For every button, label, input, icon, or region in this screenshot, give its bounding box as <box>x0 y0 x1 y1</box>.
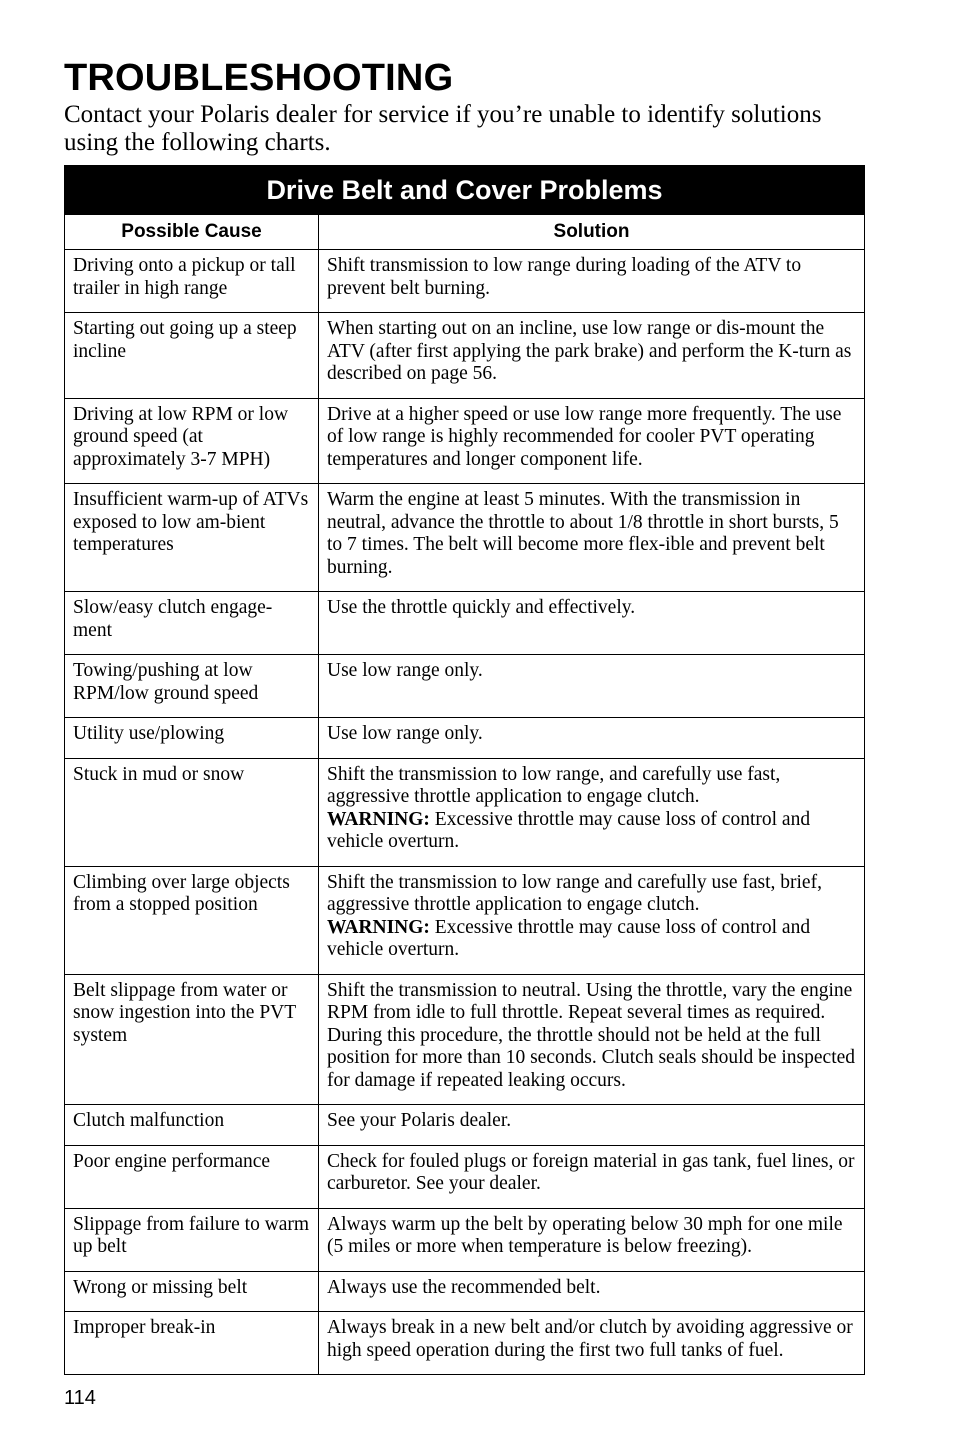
intro-paragraph: Contact your Polaris dealer for service if you’re unable to identify solutions using the following charts. <box>64 101 822 156</box>
solution-cell: Warm the engine at least 5 minutes. With the transmission in neutral, advance the throttle to about 1/8 throttle in short bursts, 5 to 7 times. The belt will become more flex-ible and prevent belt burning. <box>319 484 865 592</box>
solution-text: Shift the transmission to low range, and carefully use fast, aggressive throttle application to engage clutch. <box>327 763 781 807</box>
warning-label: WARNING: <box>327 916 430 938</box>
table-row <box>65 974 865 1105</box>
table-row <box>65 592 865 655</box>
column-header-cause: Possible Cause <box>65 215 319 250</box>
cause-cell: Slippage from failure to warm up belt <box>65 1208 319 1271</box>
cause-cell: Towing/pushing at low RPM/low ground speed <box>65 655 319 718</box>
cause-cell: Utility use/plowing <box>65 718 319 759</box>
page-number: 114 <box>64 1387 96 1409</box>
table-row <box>65 718 865 759</box>
table-row <box>65 1105 865 1146</box>
troubleshooting-table-container <box>64 165 864 1375</box>
page-title: TROUBLESHOOTING <box>64 57 454 99</box>
solution-cell <box>319 866 865 974</box>
solution-text: Shift the transmission to low range and carefully use fast, brief, aggressive throttle application to engage clutch. <box>327 871 822 915</box>
table-row <box>65 398 865 484</box>
solution-cell: Shift the transmission to neutral. Using the throttle, vary the engine RPM from idle to full throttle. Repeat several times as required. During this procedure, the throttle should not be held at the full position for more than 10 seconds. Clutch seals should be inspected for damage if repeated leaking occurs. <box>319 974 865 1105</box>
cause-cell: Clutch malfunction <box>65 1105 319 1146</box>
table-row <box>65 655 865 718</box>
table-row <box>65 1145 865 1208</box>
cause-cell: Insufficient warm-up of ATVs exposed to low am-bient temperatures <box>65 484 319 592</box>
cause-cell: Climbing over large objects from a stopped position <box>65 866 319 974</box>
cause-cell: Stuck in mud or snow <box>65 758 319 866</box>
table-row <box>65 250 865 313</box>
table-row <box>65 313 865 399</box>
table-title: Drive Belt and Cover Problems <box>65 166 865 215</box>
cause-cell: Improper break-in <box>65 1312 319 1375</box>
table-row <box>65 1208 865 1271</box>
cause-cell: Driving at low RPM or low ground speed (at approximately 3-7 MPH) <box>65 398 319 484</box>
solution-cell <box>319 758 865 866</box>
solution-cell: Always use the recommended belt. <box>319 1271 865 1312</box>
table-row <box>65 1312 865 1375</box>
solution-cell: Drive at a higher speed or use low range more frequently. The use of low range is highly recommended for cooler PVT operating temperatures and longer component life. <box>319 398 865 484</box>
cause-cell: Slow/easy clutch engage-ment <box>65 592 319 655</box>
solution-cell: Use low range only. <box>319 655 865 718</box>
solution-cell: See your Polaris dealer. <box>319 1105 865 1146</box>
table-row <box>65 484 865 592</box>
solution-cell: Check for fouled plugs or foreign material in gas tank, fuel lines, or carburetor. See your dealer. <box>319 1145 865 1208</box>
cause-cell: Belt slippage from water or snow ingestion into the PVT system <box>65 974 319 1105</box>
troubleshooting-table <box>64 165 865 1375</box>
solution-cell: Use the throttle quickly and effectively. <box>319 592 865 655</box>
warning-text: Excessive throttle may cause loss of control and vehicle overturn. <box>327 808 811 852</box>
column-header-solution: Solution <box>319 215 865 250</box>
table-row <box>65 866 865 974</box>
table-row <box>65 1271 865 1312</box>
warning-label: WARNING: <box>327 808 430 830</box>
cause-cell: Wrong or missing belt <box>65 1271 319 1312</box>
cause-cell: Starting out going up a steep incline <box>65 313 319 399</box>
solution-cell: Always break in a new belt and/or clutch by avoiding aggressive or high speed operation during the first two full tanks of fuel. <box>319 1312 865 1375</box>
solution-cell: Always warm up the belt by operating below 30 mph for one mile (5 miles or more when temperature is below freezing). <box>319 1208 865 1271</box>
solution-cell: Use low range only. <box>319 718 865 759</box>
cause-cell: Driving onto a pickup or tall trailer in high range <box>65 250 319 313</box>
cause-cell: Poor engine performance <box>65 1145 319 1208</box>
table-row <box>65 758 865 866</box>
solution-cell: When starting out on an incline, use low range or dis-mount the ATV (after first applying the park brake) and perform the K-turn as described on page 56. <box>319 313 865 399</box>
solution-cell: Shift transmission to low range during loading of the ATV to prevent belt burning. <box>319 250 865 313</box>
warning-text: Excessive throttle may cause loss of control and vehicle overturn. <box>327 916 811 960</box>
